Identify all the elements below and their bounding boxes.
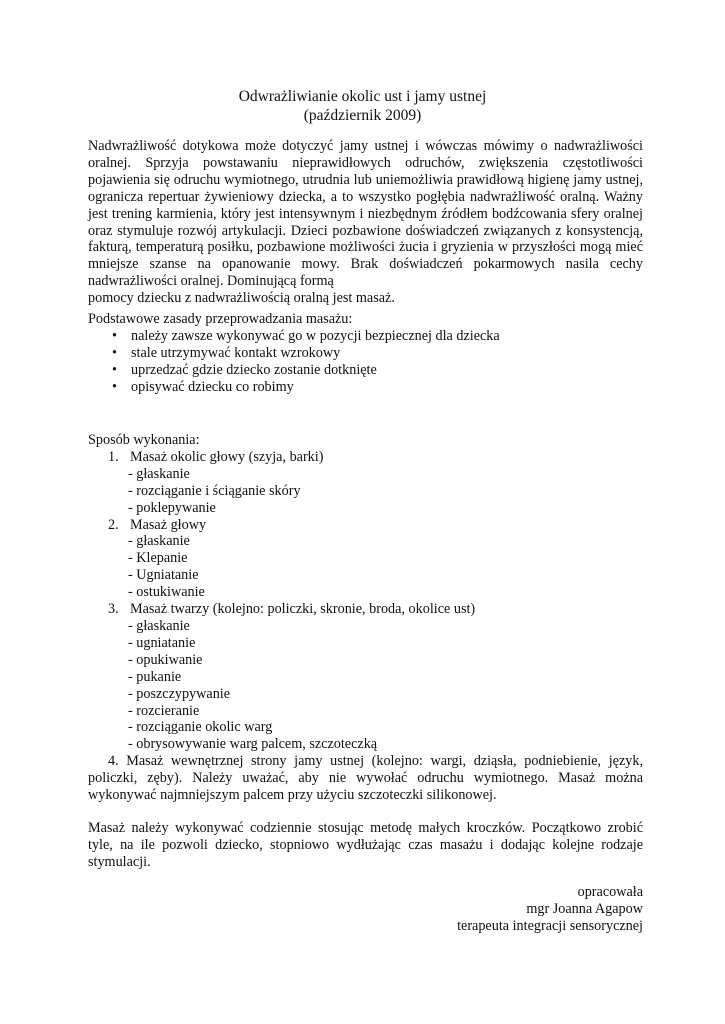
step-sub-item: - poklepywanie bbox=[128, 499, 216, 516]
step-sub-item: - pukanie bbox=[128, 668, 182, 685]
step-number: 2. bbox=[108, 516, 119, 533]
method-step-4: 4. Masaż wewnętrznej strony jamy ustnej (kolejno: wargi, dziąsła, podniebienie, język, policzki, zęby). Należy uważać, aby nie wywołać odruchu wymiotnego. Masaż można wykonywać najmniejszym palcem przy użyciu szczoteczki silikonowej. bbox=[88, 753, 643, 804]
step-sub-item: - głaskanie bbox=[128, 533, 190, 550]
step-number: 1. bbox=[108, 448, 119, 465]
method-heading: Sposób wykonania: bbox=[88, 432, 200, 448]
step-sub-item: - rozcieranie bbox=[128, 702, 200, 719]
step-sub-item: - rozciąganie okolic warg bbox=[128, 719, 273, 736]
method-step-1 bbox=[88, 449, 643, 466]
title-line-1: Odwrażliwianie okolic ust i jamy ustnej bbox=[238, 88, 487, 105]
signature-label: opracowała bbox=[577, 884, 643, 900]
bullet-icon: • bbox=[112, 378, 117, 395]
intro-paragraph: Nadwrażliwość dotykowa może dotyczyć jamy ustnej i wówczas mówimy o nadwrażliwości oralnej. Sprzyja powstawaniu nieprawidłowych odruchów, zwiększenia częstotliwości pojawienia się odruchu wymiotnego, utrudnia lub uniemożliwia prawidłową higienę jamy ustnej, ogranicza repertuar żywieniowy dziecka, a to wszystko pogłębia nadwrażliwość oralną. Ważny jest trening karmienia, który jest intensywnym i niezbędnym źródłem bodźcowania sfery oralnej oraz stymuluje rozwój artykulacji. Dzieci pozbawione doświadczeń związanych z konsystencją, fakturą, temperaturą posiłku, pozbawione możliwości żucia i gryzienia w przyszłości mogą mieć mniejsze szanse na opanowanie mowy. Brak doświadczeń pokarmowych nasila cechy nadwrażliwości oralnej. Dominującą formą bbox=[88, 138, 643, 290]
step-sub-item: - obrysowywanie warg palcem, szczoteczką bbox=[128, 736, 378, 753]
rules-heading: Podstawowe zasady przeprowadzania masażu: bbox=[88, 311, 353, 327]
step-sub-item: - Ugniatanie bbox=[128, 567, 199, 584]
method-step-3 bbox=[88, 601, 643, 618]
method-section bbox=[88, 432, 643, 804]
step-title: Masaż okolic głowy (szyja, barki) bbox=[130, 448, 324, 465]
intro-paragraph-last-line: pomocy dziecku z nadwrażliwością oralną jest masaż. bbox=[88, 290, 395, 307]
intro-section bbox=[88, 138, 643, 307]
step-number: 3. bbox=[108, 601, 119, 618]
step-sub-item: - rozciąganie i ściąganie skóry bbox=[128, 482, 301, 499]
list-item bbox=[112, 362, 500, 379]
step-sub-item: - ostukiwanie bbox=[128, 584, 205, 601]
bullet-icon: • bbox=[112, 328, 117, 344]
step-sub-item: - poszczypywanie bbox=[128, 685, 231, 702]
document-title bbox=[0, 87, 725, 125]
bullet-icon: • bbox=[112, 361, 117, 378]
step-sub-item: - Klepanie bbox=[128, 550, 188, 567]
list-item bbox=[112, 328, 500, 345]
method-step-2 bbox=[88, 517, 643, 534]
list-item-text: stale utrzymywać kontakt wzrokowy bbox=[131, 344, 341, 361]
list-item-text: należy zawsze wykonywać go w pozycji bezpiecznej dla dziecka bbox=[131, 328, 500, 344]
list-item bbox=[112, 345, 500, 362]
title-date: (październik 2009) bbox=[303, 107, 422, 124]
list-item-text: opisywać dziecku co robimy bbox=[131, 378, 294, 395]
step-title: Masaż głowy bbox=[130, 516, 207, 533]
list-item-text: uprzedzać gdzie dziecko zostanie dotknięte bbox=[131, 361, 377, 378]
list-item bbox=[112, 379, 500, 396]
step-title: Masaż twarzy (kolejno: policzki, skronie, broda, okolice ust) bbox=[130, 601, 476, 618]
step-sub-item: - głaskanie bbox=[128, 617, 190, 634]
rules-list bbox=[112, 328, 500, 396]
signature-role: terapeuta integracji sensorycznej bbox=[457, 917, 643, 934]
step-sub-item: - opukiwanie bbox=[128, 651, 203, 668]
step-sub-item: - głaskanie bbox=[128, 465, 190, 482]
closing-paragraph: Masaż należy wykonywać codziennie stosując metodę małych kroczków. Początkowo zrobić tyle, na ile pozwoli dziecko, stopniowo wydłużając czas masażu i dodając kolejne rodzaje stymulacji. bbox=[88, 820, 643, 870]
signature-author: mgr Joanna Agapow bbox=[526, 900, 643, 917]
signature-block bbox=[457, 884, 643, 935]
bullet-icon: • bbox=[112, 344, 117, 361]
step-sub-item: - ugniatanie bbox=[128, 634, 196, 651]
